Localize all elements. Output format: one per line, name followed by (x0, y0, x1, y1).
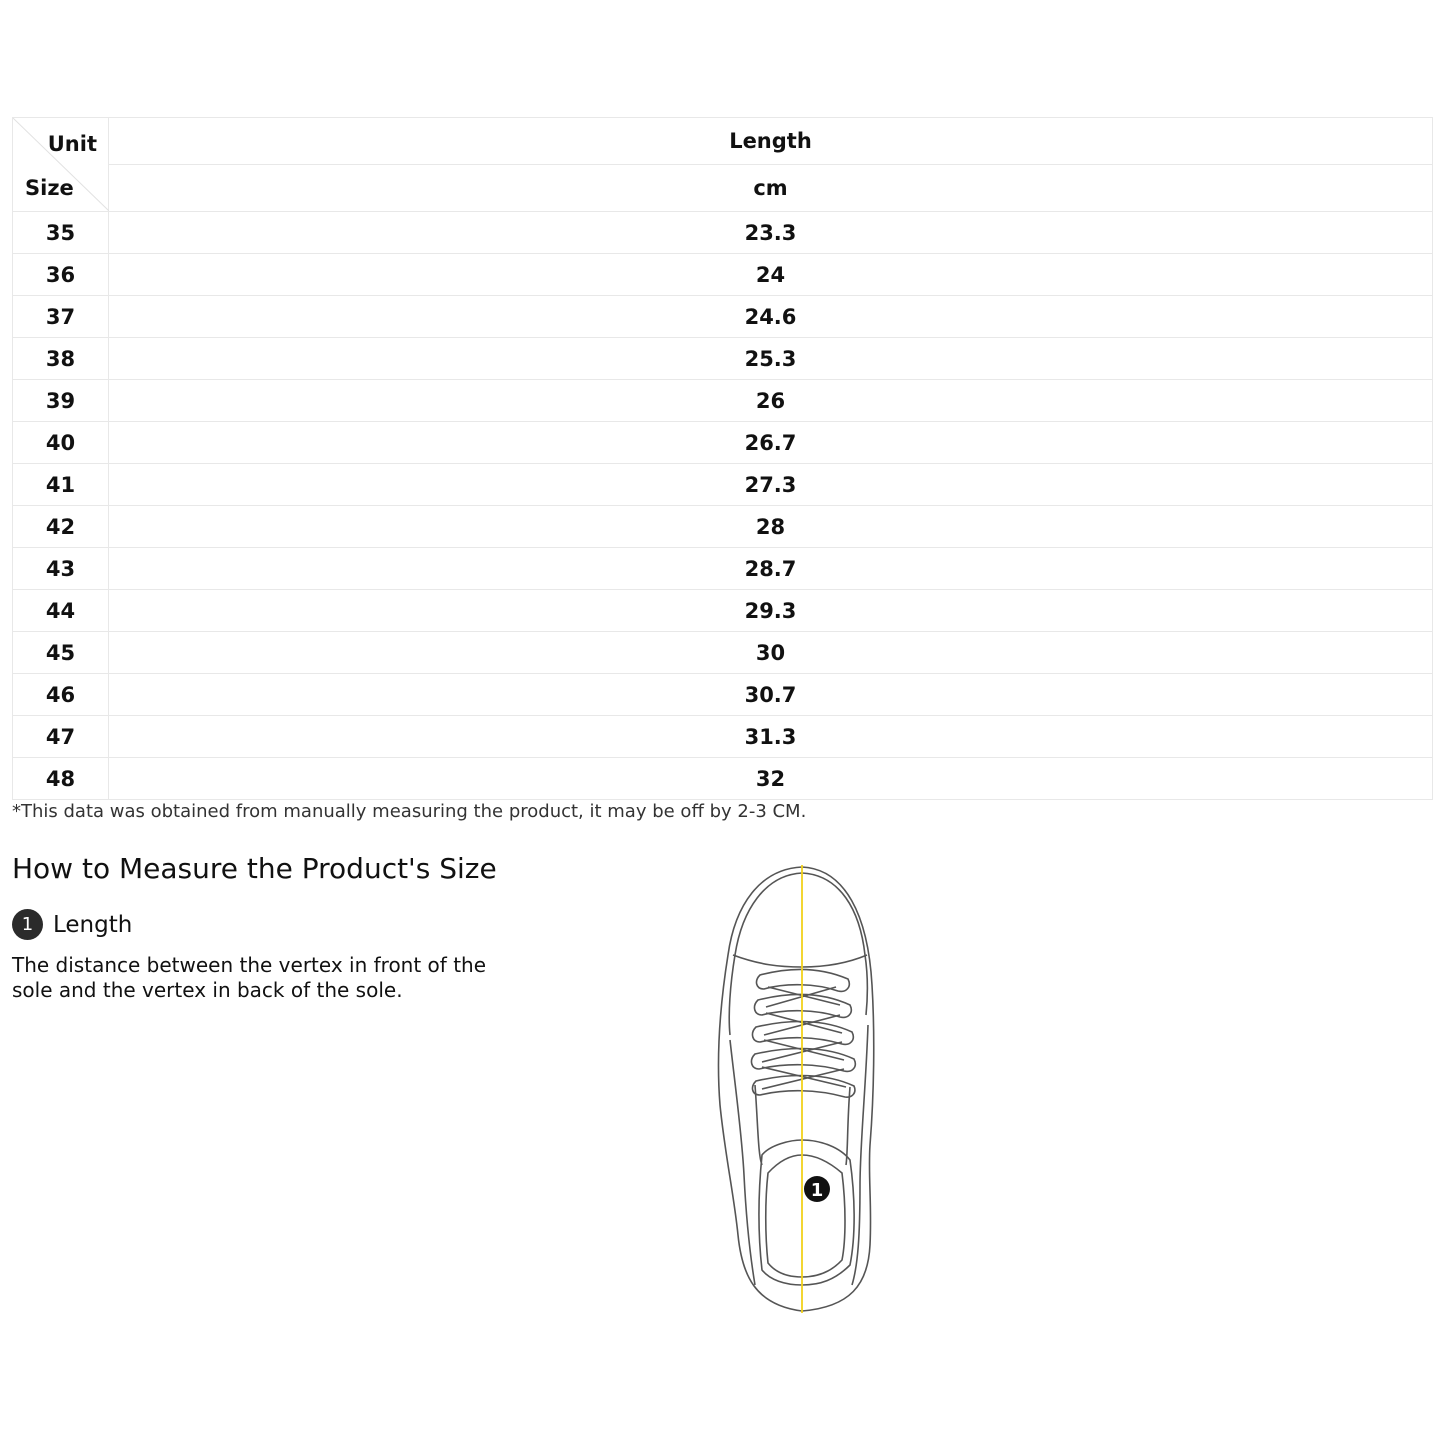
size-cell: 38 (13, 338, 109, 380)
size-cell: 41 (13, 464, 109, 506)
table-row (13, 548, 1433, 590)
table-row (13, 338, 1433, 380)
table-row (13, 464, 1433, 506)
table-header-row (13, 118, 1433, 165)
length-cell: 29.3 (109, 590, 1433, 632)
table-unit-row (13, 165, 1433, 212)
length-cell: 26 (109, 380, 1433, 422)
table-row (13, 506, 1433, 548)
shoe-diagram (700, 855, 900, 1325)
size-cell: 43 (13, 548, 109, 590)
corner-unit-label: Unit (47, 132, 97, 156)
size-cell: 48 (13, 758, 109, 800)
table-row (13, 716, 1433, 758)
table-row (13, 212, 1433, 254)
diagram-marker-1 (804, 1176, 830, 1202)
length-cell: 25.3 (109, 338, 1433, 380)
size-cell: 45 (13, 632, 109, 674)
diagram-marker-number: 1 (810, 1180, 824, 1201)
howto-title: How to Measure the Product's Size (12, 852, 497, 885)
length-cell: 26.7 (109, 422, 1433, 464)
table-corner-cell (13, 118, 109, 212)
step-length (12, 909, 132, 940)
table-row (13, 674, 1433, 716)
measurement-disclaimer: *This data was obtained from manually measuring the product, it may be off by 2-3 CM. (12, 801, 807, 822)
length-cell: 30.7 (109, 674, 1433, 716)
corner-size-label: Size (25, 176, 74, 200)
shoe-outline (718, 867, 873, 1311)
table-row (13, 422, 1433, 464)
table-row (13, 380, 1433, 422)
step-label: Length (53, 911, 133, 938)
size-cell: 44 (13, 590, 109, 632)
table-row (13, 758, 1433, 800)
length-cell: 32 (109, 758, 1433, 800)
table-row (13, 632, 1433, 674)
step-number-badge: 1 (12, 909, 43, 940)
table-row (13, 254, 1433, 296)
length-column-header: Length (109, 118, 1433, 165)
size-cell: 37 (13, 296, 109, 338)
length-unit-header: cm (109, 165, 1433, 212)
size-cell: 47 (13, 716, 109, 758)
length-cell: 23.3 (109, 212, 1433, 254)
length-cell: 28 (109, 506, 1433, 548)
length-cell: 27.3 (109, 464, 1433, 506)
table-row (13, 296, 1433, 338)
length-cell: 24.6 (109, 296, 1433, 338)
size-cell: 42 (13, 506, 109, 548)
length-cell: 31.3 (109, 716, 1433, 758)
size-cell: 39 (13, 380, 109, 422)
size-cell: 36 (13, 254, 109, 296)
length-cell: 28.7 (109, 548, 1433, 590)
step-description: The distance between the vertex in front of the sole and the vertex in back of the sole. (12, 953, 487, 1002)
size-cell: 46 (13, 674, 109, 716)
table-row (13, 590, 1433, 632)
length-cell: 30 (109, 632, 1433, 674)
size-chart-table (12, 117, 1433, 800)
size-cell: 40 (13, 422, 109, 464)
length-cell: 24 (109, 254, 1433, 296)
size-cell: 35 (13, 212, 109, 254)
